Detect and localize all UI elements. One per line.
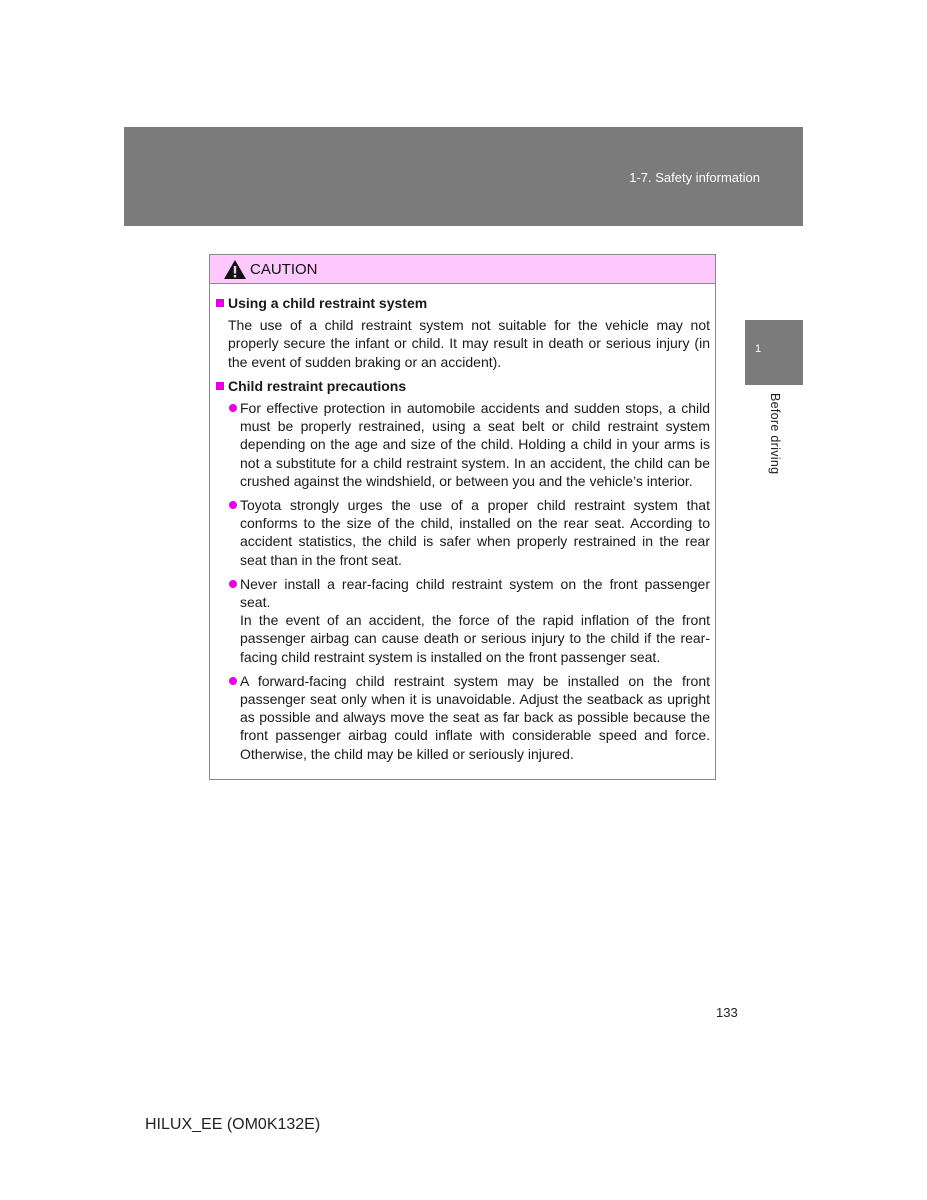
warning-triangle-icon [223,259,247,280]
caution-label: CAUTION [250,261,318,278]
header-bar [124,127,803,226]
square-bullet-icon [216,299,224,307]
bullet-text: A forward-facing child restraint system may be installed on the front passenger seat only when it is unavoidable. Adjust the seatback as upright as possible and always move the seat as far back as possible because the front passenger airbag could inflate with considerable speed and force. Otherwise, the child may be killed or seriously injured. [240,672,710,762]
bullet-item [216,672,710,763]
caution-header [210,255,715,284]
section-heading [216,377,710,395]
round-bullet-icon [229,677,237,685]
round-bullet-icon [229,580,237,588]
square-bullet-icon [216,382,224,390]
caution-body [210,284,715,763]
chapter-tab-label: Before driving [768,393,782,475]
section-heading [216,294,710,312]
section-title: 1-7. Safety information [629,170,760,185]
bullet-item [216,399,710,490]
footer-document-code: HILUX_EE (OM0K132E) [145,1116,321,1133]
round-bullet-icon [229,501,237,509]
section-heading-text: Using a child restraint system [228,295,428,311]
bullet-item [216,575,710,666]
bullet-text: Never install a rear-facing child restraint system on the front passenger seat. [240,575,710,611]
bullet-continuation: In the event of an accident, the force of the rapid inflation of the front passenger airbag can cause death or serious injury to the child if the rear-facing child restraint system is installed on the front passenger seat. [240,612,710,665]
caution-box [209,254,716,780]
bullet-text: For effective protection in automobile accidents and sudden stops, a child must be properly restrained, using a seat belt or child restraint system depending on the age and size of the child. Holding a child in your arms is not a substitute for a child restraint system. In an accident, the child can be crushed against the windshield, or between you and the vehicle’s interior. [240,400,710,489]
section-heading-text: Child restraint precautions [228,377,407,394]
bullet-text: Toyota strongly urges the use of a proper child restraint system that conforms to the size of the child, installed on the rear seat. According to accident statistics, the child is safer when properly restrained in the rear seat than in the front seat. [240,497,710,568]
chapter-tab-number: 1 [755,343,762,355]
page-number: 133 [716,1005,738,1020]
section-paragraph: The use of a child restraint system not suitable for the vehicle may not properly secure the infant or child. It may result in death or serious injury (in the event of sudden braking or an accident). [228,317,710,370]
bullet-item [216,496,710,569]
chapter-tab[interactable] [745,320,803,385]
round-bullet-icon [229,404,237,412]
